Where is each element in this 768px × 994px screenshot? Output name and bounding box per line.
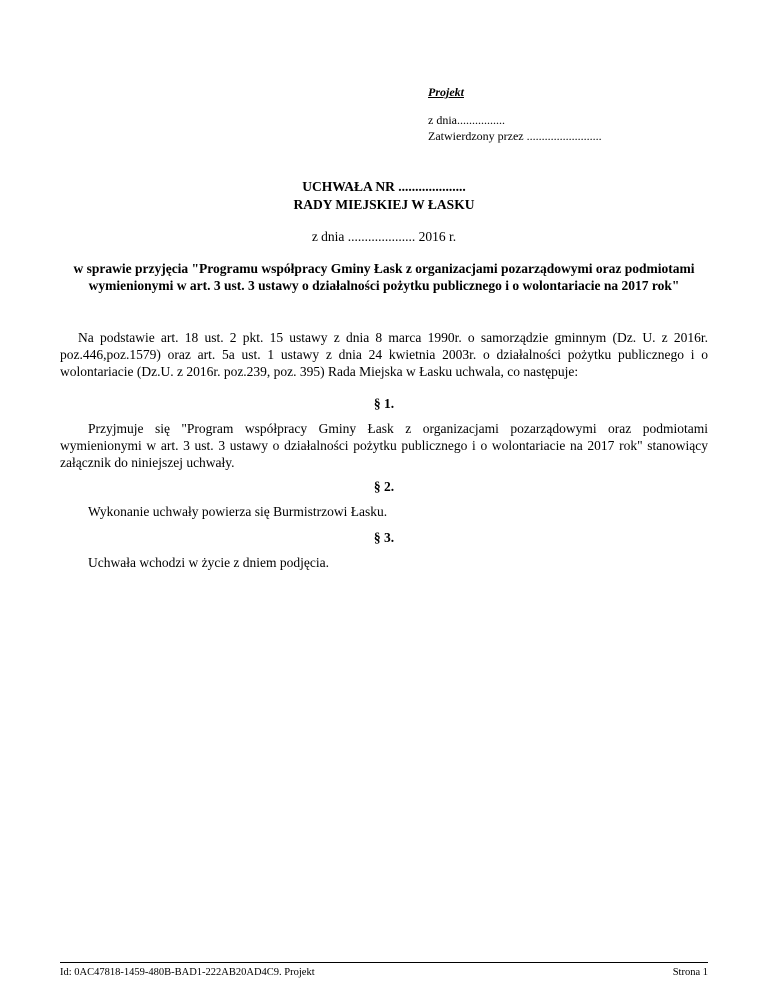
project-label: Projekt (428, 85, 464, 99)
project-header (428, 84, 728, 144)
resolution-date: z dnia .................... 2016 r. (311, 229, 457, 244)
section-3-mark: § 3. (373, 530, 395, 545)
project-approved-line: Zatwierdzony przez ......................... (428, 129, 602, 143)
section-1-mark: § 1. (373, 396, 395, 411)
legal-basis: Na podstawie art. 18 ust. 2 pkt. 15 ustawy z dnia 8 marca 1990r. o samorządzie gminnym (Dz. U. z 2016r. poz.446,poz.1579) oraz art. 5a ust. 1 ustawy z dnia 24 kwietnia 2003r. o działalności pożytku publicznego i o wolontariacie (Dz.U. z 2016r. poz.239, poz. 395) Rada Miejska w Łasku uchwala, co następuje: (60, 330, 708, 379)
section-1-text: Przyjmuje się "Program współpracy Gminy Łask z organizacjami pozarządowymi oraz podmiotami wymienionymi w art. 3 ust. 3 ustawy o działalności pożytku publicznego i o wolontariacie na 2017 rok" stanowiący załącznik do niniejszej uchwały. (60, 421, 708, 470)
resolution-title (0, 178, 768, 214)
resolution-title-line1: UCHWAŁA NR .................... (302, 179, 466, 194)
footer-document-id: Id: 0AC47818-1459-480B-BAD1-222AB20AD4C9. Projekt (60, 967, 315, 978)
footer-divider (60, 962, 708, 963)
section-2-text: Wykonanie uchwały powierza się Burmistrzowi Łasku. (88, 504, 388, 519)
resolution-subject: w sprawie przyjęcia "Programu współpracy Gminy Łask z organizacjami pozarządowymi oraz podmiotami wymienionymi w art. 3 ust. 3 ustawy o działalności pożytku publicznego i o wolontariacie na 2017 rok" (73, 261, 695, 293)
section-2-mark: § 2. (373, 479, 395, 494)
resolution-title-line2: RADY MIEJSKIEJ W ŁASKU (293, 197, 475, 212)
section-3-text: Uchwała wchodzi w życie z dniem podjęcia. (88, 555, 330, 570)
project-date-line: z dnia................ (428, 113, 505, 127)
footer-page-number: Strona 1 (672, 967, 708, 978)
